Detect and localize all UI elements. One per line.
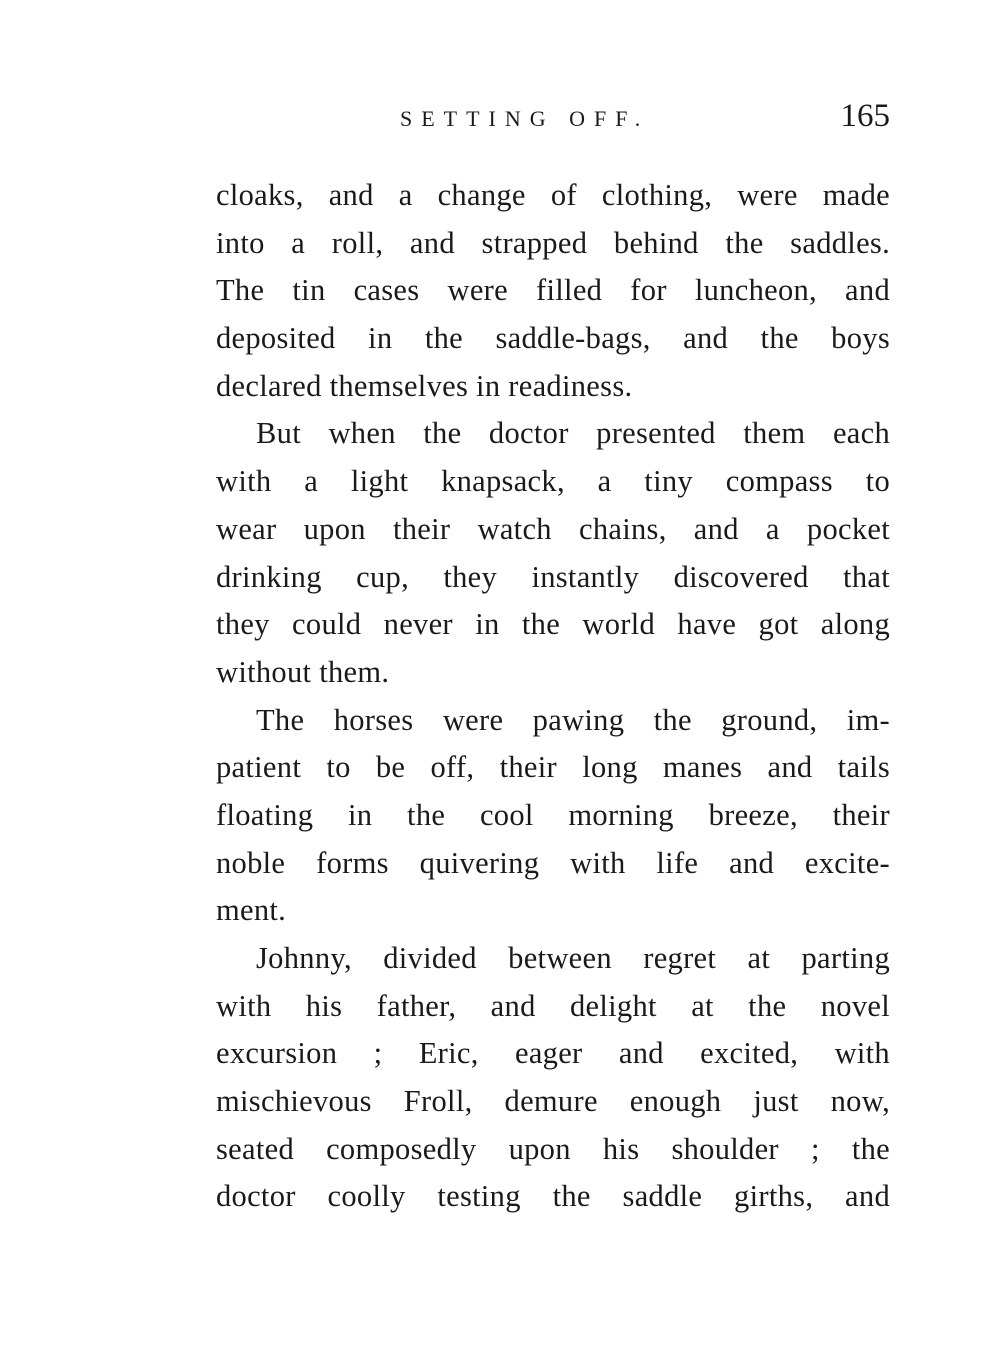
text-line: The horses were pawing the ground, im-	[256, 702, 890, 737]
text-line: into a roll, and strapped behind the saddles.	[216, 225, 890, 260]
text-line: excursion ; Eric, eager and excited, with	[216, 1036, 890, 1071]
text-line: noble forms quivering with life and excite-	[216, 845, 890, 880]
text-line: drinking cup, they instantly discovered that	[216, 559, 890, 594]
text-line: ment.	[216, 893, 287, 928]
text-line: seated composedly upon his shoulder ; the	[216, 1131, 890, 1166]
text-line: The tin cases were filled for luncheon, and	[216, 273, 890, 308]
running-title: SETTING OFF.	[400, 106, 650, 131]
text-line: deposited in the saddle-bags, and the boys	[216, 321, 890, 356]
page-number: 165	[840, 98, 890, 134]
text-line: doctor coolly testing the saddle girths, and	[216, 1179, 890, 1214]
text-line: floating in the cool morning breeze, their	[216, 797, 890, 832]
body-text	[216, 172, 890, 1221]
text-line: Johnny, divided between regret at parting	[256, 941, 890, 975]
text-line: without them.	[216, 654, 390, 689]
text-line: they could never in the world have got along	[216, 607, 890, 642]
paragraph-1	[216, 172, 890, 410]
text-line: But when the doctor presented them each	[256, 416, 890, 451]
text-line: mischievous Froll, demure enough just now,	[216, 1084, 890, 1119]
paragraph-4	[216, 935, 890, 1221]
text-line: declared themselves in readiness.	[216, 368, 633, 403]
paragraph-3	[216, 697, 890, 935]
text-line: cloaks, and a change of clothing, were made	[216, 178, 890, 212]
text-line: with a light knapsack, a tiny compass to	[216, 464, 890, 499]
text-line: wear upon their watch chains, and a pocket	[216, 511, 890, 546]
running-head	[216, 96, 890, 140]
paragraph-2	[216, 410, 890, 696]
text-line: patient to be off, their long manes and tails	[216, 750, 890, 785]
text-line: with his father, and delight at the novel	[216, 988, 890, 1023]
